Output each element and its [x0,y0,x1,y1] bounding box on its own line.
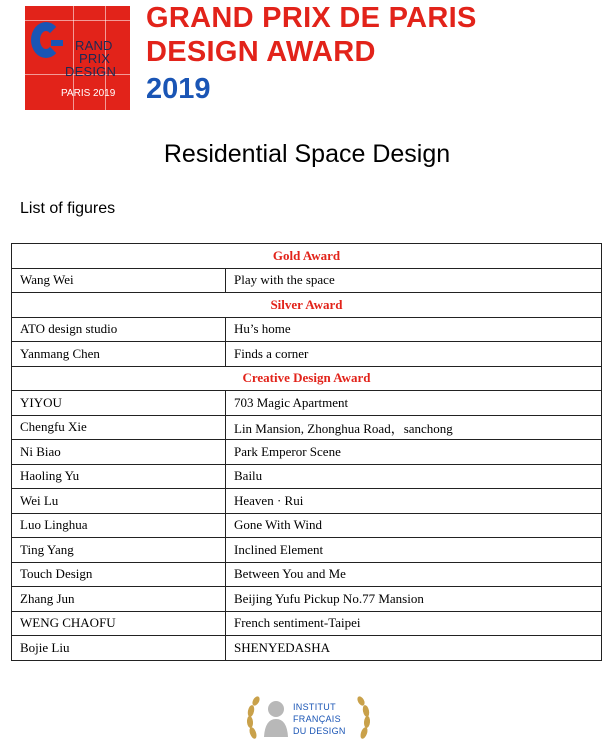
table-row [12,268,602,293]
figures-table [11,243,602,661]
emblem-line3: DU DESIGN [293,726,346,736]
designer-name: Chengfu Xie [12,415,226,440]
designer-name: ATO design studio [12,317,226,342]
designer-name: Haoling Yu [12,464,226,489]
designer-name: Zhang Jun [12,587,226,612]
logo-year-text: PARIS 2019 [61,88,116,99]
grand-prix-logo [25,6,130,110]
project-title: Between You and Me [226,562,602,587]
emblem-line2: FRANÇAIS [293,714,341,724]
logo-text-rand: RAND [75,38,113,53]
designer-name: WENG CHAOFU [12,611,226,636]
table-row [12,464,602,489]
project-title: Park Emperor Scene [226,440,602,465]
designer-name: Touch Design [12,562,226,587]
table-row [12,562,602,587]
logo-text-prix: PRIX [79,51,111,66]
table-row [12,636,602,661]
award-header-row [12,293,602,318]
project-title: 703 Magic Apartment [226,391,602,416]
project-title: Lin Mansion, Zhonghua Road，sanchong [226,415,602,440]
institut-francais-du-design-emblem [241,693,376,749]
table-row [12,513,602,538]
designer-name: Ting Yang [12,538,226,563]
award-title: Gold Award [12,244,602,269]
designer-name: Wei Lu [12,489,226,514]
project-title: Play with the space [226,268,602,293]
project-title: Beijing Yufu Pickup No.77 Mansion [226,587,602,612]
designer-name: Bojie Liu [12,636,226,661]
award-title: Creative Design Award [12,366,602,391]
project-title: Gone With Wind [226,513,602,538]
designer-name: Ni Biao [12,440,226,465]
project-title: Hu’s home [226,317,602,342]
table-row [12,611,602,636]
award-title: Silver Award [12,293,602,318]
header-title-line1: GRAND PRIX DE PARIS [146,2,477,34]
project-title: Finds a corner [226,342,602,367]
project-title: Bailu [226,464,602,489]
designer-name: YIYOU [12,391,226,416]
table-row [12,587,602,612]
header-title-line2: DESIGN AWARD [146,36,376,68]
logo-grid-line [25,20,130,21]
table-row [12,415,602,440]
table-row [12,391,602,416]
table-row [12,440,602,465]
list-heading: List of figures [20,200,116,217]
table-row [12,342,602,367]
designer-name: Yanmang Chen [12,342,226,367]
designer-name: Wang Wei [12,268,226,293]
project-title: French sentiment-Taipei [226,611,602,636]
project-title: Heaven · Rui [226,489,602,514]
award-header-row [12,366,602,391]
logo-text-design: DESIGN [65,64,117,79]
project-title: SHENYEDASHA [226,636,602,661]
document-title: Residential Space Design [163,140,451,168]
header-year: 2019 [146,73,211,105]
designer-name: Luo Linghua [12,513,226,538]
logo-g-bar [51,40,63,46]
emblem-line1: INSTITUT [293,702,336,712]
table-row [12,317,602,342]
table-row [12,489,602,514]
award-header-row [12,244,602,269]
table-row [12,538,602,563]
project-title: Inclined Element [226,538,602,563]
